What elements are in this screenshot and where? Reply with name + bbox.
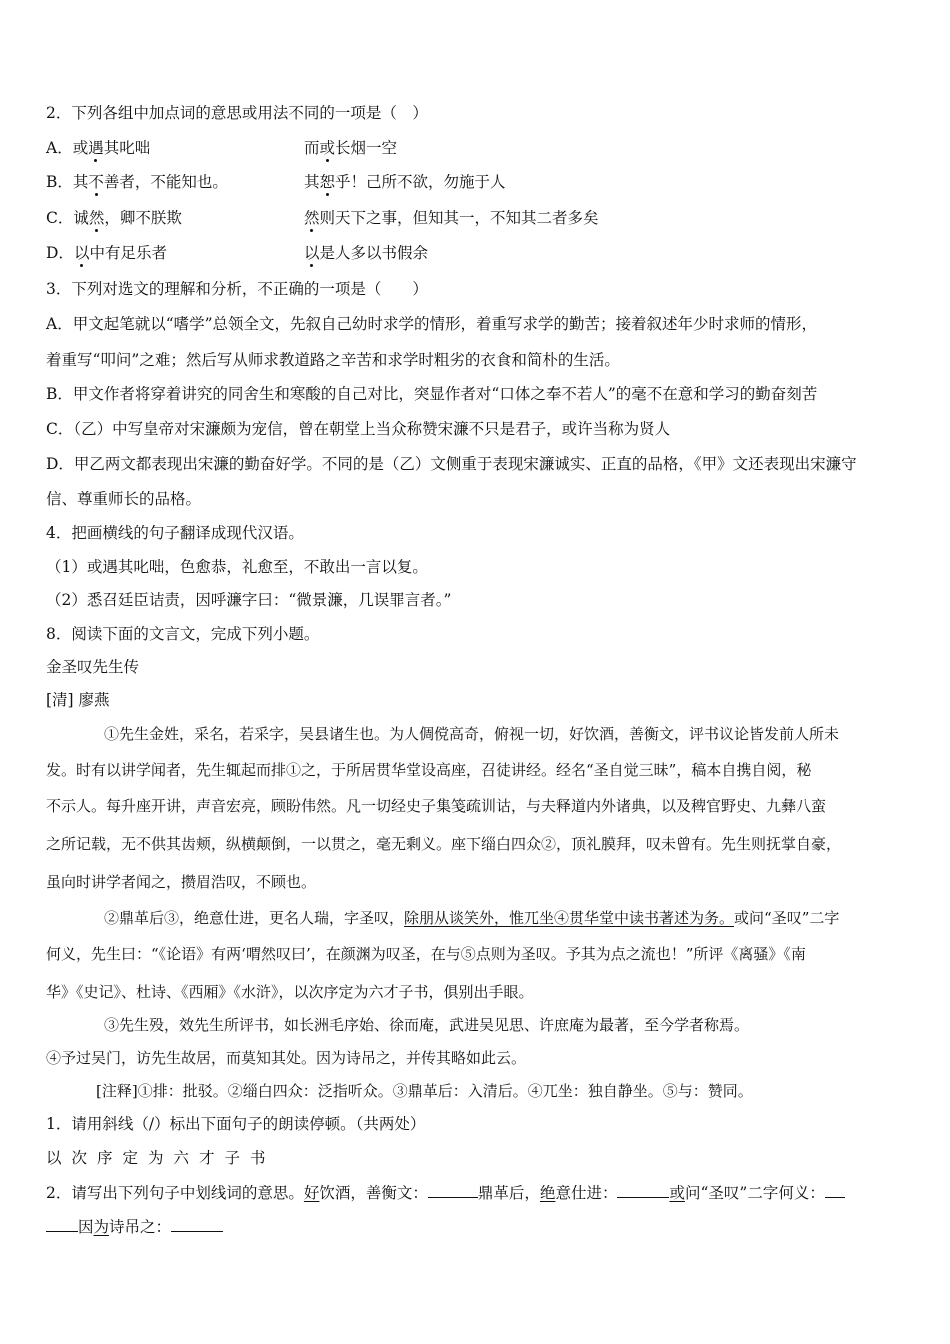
underlined-sentence: 除朋从谈笑外，惟兀坐④贯华堂中读书著述为务。	[404, 909, 735, 927]
q2-option-a: A．或遇其叱咄 而或长烟一空	[46, 139, 398, 157]
answer-blank[interactable]	[46, 1216, 78, 1232]
q3-option-a-line1: A．甲文起笔就以“嗜学”总领全文，先叙自己幼时求学的情形，着重写求学的勤苦；接着叙述年少时求师的情形，	[46, 315, 818, 333]
q3-option-d-line1: D．甲乙两文都表现出宋濂的勤奋好学。不同的是（乙）文侧重于表现宋濂诚实、正直的品格，《甲》文还表现出宋濂守	[46, 455, 857, 473]
passage-p1-line4: 之所记载，无不供其齿颊，纵横颠倒，一以贯之，毫无剩义。座下缁白四众②，顶礼膜拜，叹未曾有。先生则抚掌自豪，	[46, 835, 842, 853]
passage-p1-line1: ①先生金姓，采名，若采字，吴县诸生也。为人倜傥高奇，俯视一切，好饮酒，善衡文，评书议论皆发前人所未	[104, 725, 840, 743]
q4-sentence-2: （2）悉召廷臣诘责，因呼濂字曰：“微景濂，几误罪言者。”	[46, 591, 452, 609]
q4-sentence-1: （1）或遇其叱咄，色愈恭，礼愈至，不敢出一言以复。	[46, 558, 428, 576]
passage-p1-line3: 不示人。每升座开讲，声音宏亮，顾盼伟然。凡一切经史子集笺疏训诂，与夫释道内外诸典，以及稗官野史、九彝八蛮	[46, 797, 827, 815]
passage-p2-line2: 何义，先生曰：“《论语》有两‘喟然叹曰’，在颜渊为叹圣，在与⑤点则为圣叹。予其为点之流也！”所评《离骚》《南	[46, 945, 806, 963]
answer-blank[interactable]	[825, 1182, 845, 1198]
answer-blank[interactable]	[171, 1216, 223, 1232]
q3-stem: 3．下列对选文的理解和分析，不正确的一项是（ ）	[46, 280, 428, 298]
subq1-sentence: 以次序定为六才子书	[46, 1149, 276, 1167]
passage-p4: ④予过吴门，访先生故居，而莫知其处。因为诗吊之，并传其略如此云。	[46, 1049, 527, 1067]
subq1-stem: 1．请用斜线（/）标出下面句子的朗读停顿。（共两处）	[46, 1115, 426, 1133]
q2-stem: 2．下列各组中加点词的意思或用法不同的一项是（ ）	[46, 104, 428, 122]
q4-stem: 4．把画横线的句子翻译成现代汉语。	[46, 524, 304, 542]
q2-option-b: B．其不善者，不能知也。 其恕乎！己所不欲，勿施于人	[46, 173, 506, 191]
answer-blank[interactable]	[428, 1182, 478, 1198]
passage-p1-line2: 发。时有以讲学闻者，先生辄起而排①之，于所居贯华堂设高座，召徒讲经。经名“圣自觉三昧”，稿本自携自阅，秘	[46, 761, 812, 779]
passage-notes: [注释]①排：批驳。②缁白四众：泛指听众。③鼎革后：入清后。④兀坐：独自静坐。⑤与：赞同。	[96, 1082, 753, 1100]
q2-option-d: D．以中有足乐者 以是人多以书假余	[46, 244, 429, 262]
passage-title: 金圣叹先生传	[46, 658, 140, 676]
passage-p2-line3: 华》《史记》、杜诗、《西厢》《水浒》，以次序定为六才子书，俱别出手眼。	[46, 983, 534, 1001]
q3-option-c: C．（乙）中写皇帝对宋濂颇为宠信，曾在朝堂上当众称赞宋濂不只是君子，或许当称为贤人	[46, 420, 671, 438]
passage-author: [清] 廖燕	[46, 691, 110, 709]
subq2-line1: 2．请写出下列句子中划线词的意思。好饮酒，善衡文： 鼎革后，绝意仕进： 或问“圣叹”二字何义：	[46, 1182, 845, 1203]
passage-p2-line1: ②鼎革后③，绝意仕进，更名人瑞，字圣叹，除朋从谈笑外，惟兀坐④贯华堂中读书著述为务。或问“圣叹”二字	[104, 909, 840, 927]
subq2-line2: 因为诗吊之：	[46, 1216, 223, 1237]
q3-option-a-line2: 着重写“叩问”之难；然后写从师求教道路之辛苦和求学时粗劣的衣食和简朴的生活。	[46, 351, 620, 369]
answer-blank[interactable]	[617, 1182, 669, 1198]
passage-p3: ③先生殁，效先生所评书，如长洲毛序始、徐而庵，武进吴见思、许庶庵为最著，至今学者称焉。	[104, 1016, 750, 1034]
q8-stem: 8．阅读下面的文言文，完成下列小题。	[46, 625, 320, 643]
q3-option-d-line2: 信、尊重师长的品格。	[46, 490, 202, 508]
passage-p1-line5: 虽向时讲学者闻之，攒眉浩叹，不顾也。	[46, 873, 317, 891]
q3-option-b: B．甲文作者将穿着讲究的同舍生和寒酸的自己对比，突显作者对“口体之奉不若人”的毫不在意和学习的勤奋刻苦	[46, 385, 818, 403]
q2-option-c: C．诚然，卿不朕欺 然则天下之事，但知其一，不知其二者多矣	[46, 209, 599, 227]
